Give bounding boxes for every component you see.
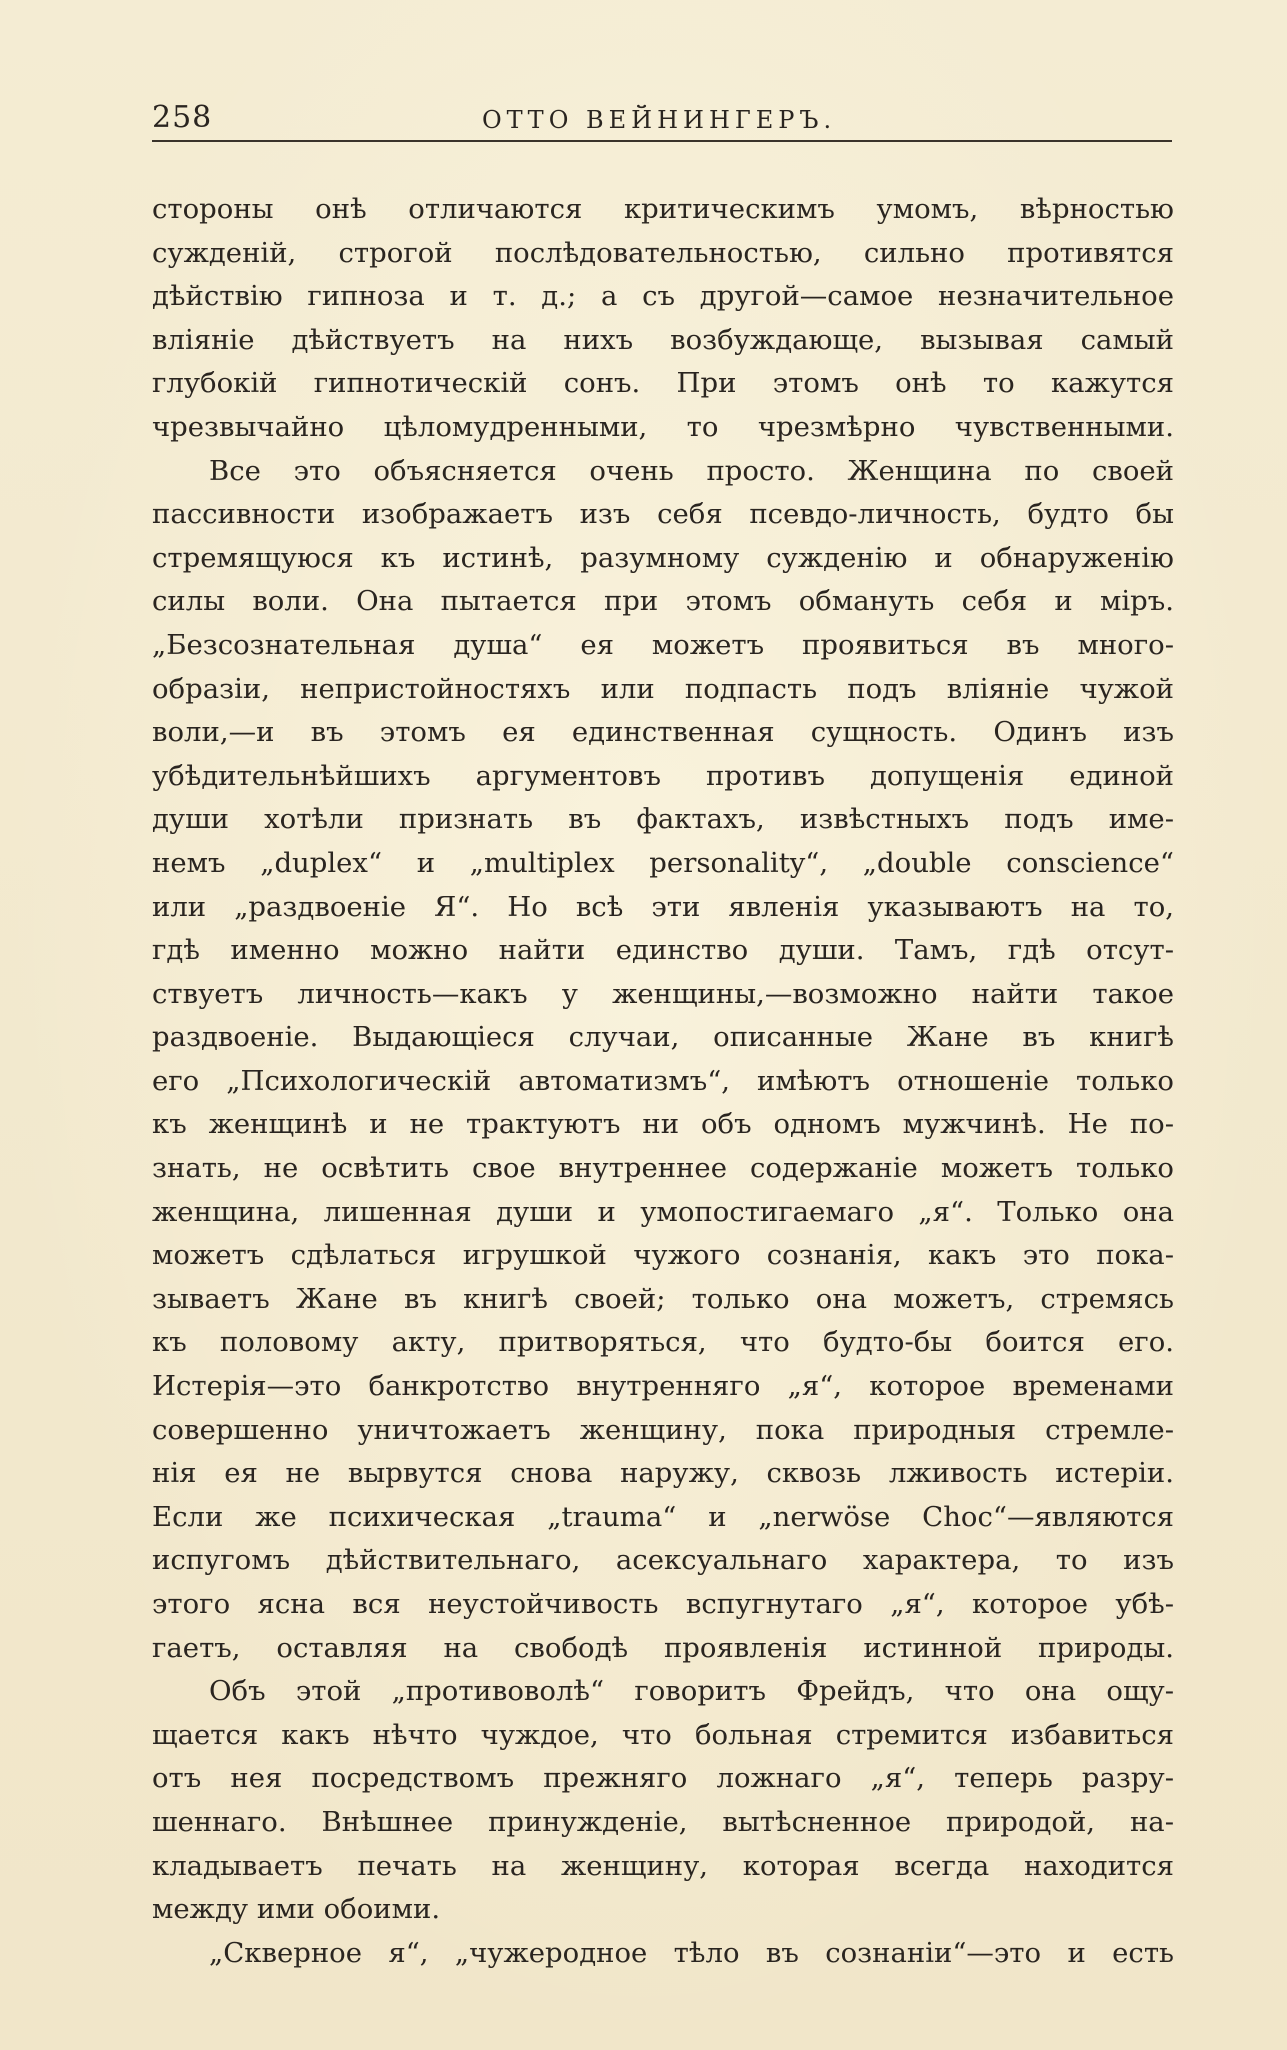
text-line: немъ „duplex“ и „multiplex personality“, „double conscience“	[152, 846, 1174, 879]
text-line: нія ея не вырвутся снова наружу, сквозь лживость истеріи.	[152, 1457, 1174, 1490]
text-line: къ женщинѣ и не трактуютъ ни объ одномъ мужчинѣ. Не по-	[152, 1108, 1174, 1141]
text-line: чрезвычайно цѣломудренными, то чрезмѣрно чувственными.	[152, 410, 1174, 443]
text-line: силы воли. Она пытается при этомъ обмануть себя и міръ.	[152, 585, 1174, 618]
text-line: Истерія—это банкротство внутренняго „я“, которое временами	[152, 1370, 1174, 1403]
text-line: раздвоеніе. Выдающіеся случаи, описанные Жане въ книгѣ	[152, 1021, 1174, 1054]
text-line: „Безсознательная душа“ ея можетъ проявиться въ много-	[152, 628, 1174, 661]
text-line: ствуетъ личность—какъ у женщины,—возможно найти такое	[152, 977, 1174, 1010]
text-line: души хотѣли признать въ фактахъ, извѣстныхъ подъ име-	[152, 803, 1174, 836]
text-line: гаетъ, оставляя на свободѣ проявленія истинной природы.	[152, 1631, 1174, 1664]
text-line: или „раздвоеніе Я“. Но всѣ эти явленія указываютъ на то,	[152, 890, 1174, 923]
text-line: можетъ сдѣлаться игрушкой чужого сознанія, какъ это пока-	[152, 1239, 1174, 1272]
running-head: ОТТО ВЕЙНИНГЕРЪ.	[482, 106, 837, 134]
text-line: кладываетъ печать на женщину, которая всегда находится	[152, 1849, 1174, 1882]
text-line: пассивности изображаетъ изъ себя псевдо-личность, будто бы	[152, 498, 1174, 531]
text-line: этого ясна вся неустойчивость вспугнутаго „я“, которое убѣ-	[152, 1588, 1174, 1620]
text-line: Все это объясняется очень просто. Женщина по своей	[209, 454, 1174, 487]
text-line: знать, не освѣтить свое внутреннее содержаніе можетъ только	[152, 1152, 1174, 1185]
text-line: шеннаго. Внѣшнее принужденіе, вытѣсненное природой, на-	[152, 1805, 1174, 1838]
text-line: образіи, непристойностяхъ или подпасть подъ вліяніе чужой	[152, 672, 1174, 705]
text-line: гдѣ именно можно найти единство души. Тамъ, гдѣ отсут-	[152, 934, 1174, 967]
text-line: сужденій, строгой послѣдовательностью, сильно противятся	[152, 236, 1174, 269]
text-line: „Скверное я“, „чужеродное тѣло въ сознаніи“—это и есть	[209, 1936, 1174, 1969]
text-line: къ половому акту, притворяться, что будто-бы боится его.	[152, 1326, 1174, 1359]
text-line: между ими обоими.	[152, 1893, 441, 1926]
text-line: испугомъ дѣйствительнаго, асексуальнаго характера, то изъ	[152, 1544, 1174, 1577]
header-rule	[152, 140, 1172, 142]
text-line: щается какъ нѣчто чуждое, что больная стремится избавиться	[152, 1718, 1174, 1751]
text-line: убѣдительнѣйшихъ аргументовъ противъ допущенія единой	[152, 759, 1174, 792]
body-text	[152, 188, 1174, 1975]
text-line: глубокій гипнотическій сонъ. При этомъ онѣ то кажутся	[152, 367, 1174, 400]
text-line: Если же психическая „trauma“ и „nerwöse Choc“—являются	[152, 1500, 1174, 1533]
text-line: вліяніе дѣйствуетъ на нихъ возбуждающе, вызывая самый	[152, 323, 1174, 356]
text-line: дѣйствію гипноза и т. д.; а съ другой—самое незначительное	[152, 280, 1174, 313]
text-line: его „Психологическій автоматизмъ“, имѣютъ отношеніе только	[152, 1064, 1174, 1097]
page-number: 258	[152, 100, 213, 135]
text-line: зываетъ Жане въ книгѣ своей; только она можетъ, стремясь	[152, 1282, 1174, 1315]
text-line: Объ этой „противоволѣ“ говоритъ Фрейдъ, что она ощу-	[209, 1675, 1174, 1708]
page-header	[152, 100, 1172, 142]
text-line: совершенно уничтожаетъ женщину, пока природныя стремле-	[152, 1413, 1174, 1446]
text-line: женщина, лишенная души и умопостигаемаго „я“. Только она	[152, 1195, 1174, 1228]
text-line: воли,—и въ этомъ ея единственная сущность. Одинъ изъ	[152, 716, 1174, 749]
text-line: стороны онѣ отличаются критическимъ умомъ, вѣрностью	[152, 193, 1174, 225]
text-line: отъ нея посредствомъ прежняго ложнаго „я“, теперь разру-	[152, 1762, 1174, 1795]
text-line: стремящуюся къ истинѣ, разумному сужденію и обнаруженію	[152, 541, 1174, 574]
